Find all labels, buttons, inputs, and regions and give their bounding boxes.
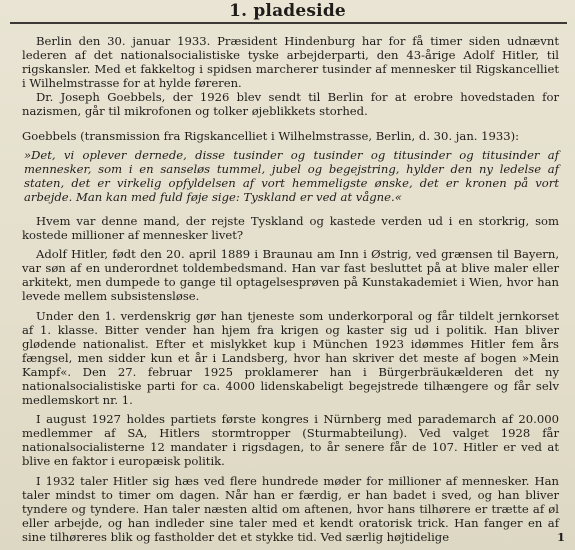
body-paragraph: I august 1927 holdes partiets første kongres i Nürnberg med parademarch af 20.000 medlemmer af SA, Hitlers stormtropper (Sturmabteilung). Ved valget 1928 får nationalsocialisterne 12 mandater i rigsdagen, to år senere får de 107. Hitler er ved at blive en faktor i europæisk politik.	[22, 412, 559, 469]
speaker-line: Goebbels (transmission fra Rigskancelliet i Wilhelmstrasse, Berlin, d. 30. jan. 1933):	[22, 128, 520, 143]
header-rule	[10, 22, 567, 24]
intro-paragraph: Dr. Joseph Goebbels, der 1926 blev sendt til Berlin for at erobre hovedstaden for nazismen, går til mikrofonen og tolker øjeblikkets storhed.	[22, 90, 559, 119]
page-number: 1	[556, 530, 565, 544]
page-title: 1. pladeside	[229, 1, 346, 21]
body-paragraph: Adolf Hitler, født den 20. april 1889 i Braunau am Inn i Østrig, ved grænsen til Bayern, var søn af en underordnet toldembedsmand. Han var fast besluttet på at blive maler eller arkitekt, men dumpede to gange til optagelsesprøven på Kunstakademiet i Wien, hvor han levede mellem subsistensløse.	[22, 247, 559, 304]
body-paragraph: Hvem var denne mand, der rejste Tyskland og kastede verden ud i en storkrig, som kostede millioner af mennesker livet?	[22, 213, 559, 243]
quote-paragraph: »Det, vi oplever dernede, disse tusinder og tusinder og titusinder og titusinder af mennesker, som i en sanseløs tummel, jubel og begejstring, hylder den ny ledelse af staten, det er virkelig opfyldelsen af vort hemmeligste ønske, det er kronen på vort arbejde. Man kan med fuld føje sige: Tyskland er ved at vågne.«	[24, 147, 559, 204]
intro-paragraph: Berlin den 30. januar 1933. Præsident Hindenburg har for få timer siden udnævnt lederen af det nationalsocialistiske tyske arbejderparti, den 43-årige Adolf Hitler, til rigskansler. Med et fakkeltog i spidsen marcherer tusinder af mennesker til Rigskancelliet i Wilhelmstrasse for at hylde føreren.	[22, 34, 559, 91]
body-paragraph: I 1932 taler Hitler sig hæs ved flere hundrede møder for millioner af mennesker. Han taler mindst to timer om dagen. Når han er færdig, er han badet i sved, og han bliver tyndere og tyndere. Han taler næsten altid om aftenen, hvor hans tilhørere er trætte af øl eller arbejde, og han indleder sine taler med et kendt oratorisk trick. Han fanger en af sine tilhøreres blik og fastholder det et stykke tid. Ved særlig højtidelige	[22, 473, 559, 544]
body-paragraph: Under den 1. verdenskrig gør han tjeneste som underkorporal og får tildelt jernkorset af 1. klasse. Bitter vender han hjem fra krigen og kaster sig ud i politik. Han bliver glødende nationalist. Efter et mislykket kup i München 1923 idømmes Hitler fem års fængsel, men sidder kun et år i Landsberg, hvor han skriver det meste af bogen »Mein Kampf«. Den 27. februar 1925 proklamerer han i Bürgerbräukælderen det ny nationalsocialistiske parti for ca. 4000 lidenskabeligt begejstrede tilhængere og får selv medlemskort nr. 1.	[22, 308, 559, 408]
body-text	[22, 214, 559, 544]
page-content	[22, 34, 559, 544]
